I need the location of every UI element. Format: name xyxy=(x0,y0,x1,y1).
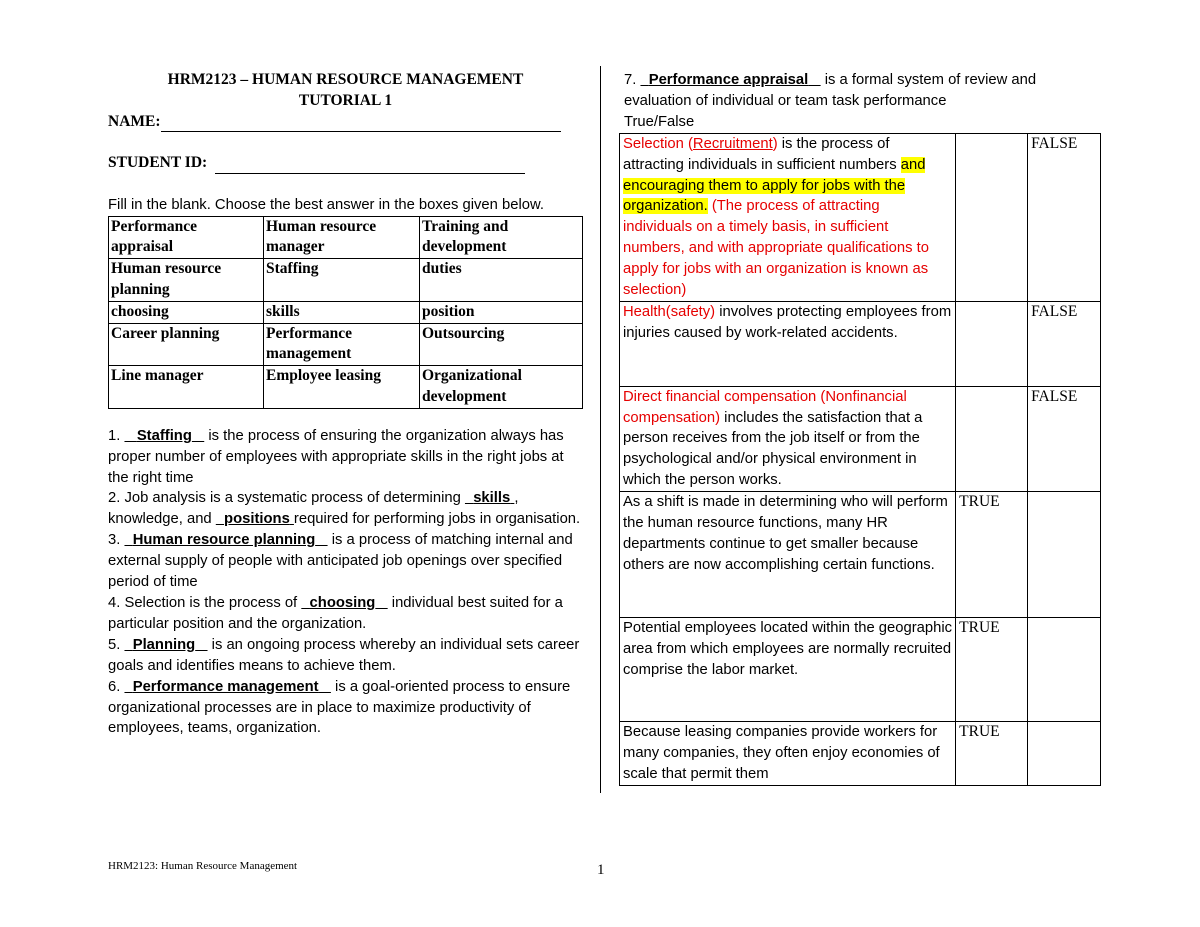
answer-blank[interactable]: Planning xyxy=(132,636,196,653)
false-answer-cell[interactable]: FALSE xyxy=(1028,386,1101,491)
statement-cell: Health(safety) involves protecting employees from injuries caused by work-related accidents. xyxy=(620,301,956,386)
page-number: 1 xyxy=(597,862,605,878)
table-row xyxy=(109,366,583,409)
statement-cell: Potential employees located within the geographic area from which employees are normally recruited comprise the labor market. xyxy=(620,618,956,722)
answer-blank[interactable]: Staffing xyxy=(136,427,192,444)
answer-blank[interactable]: Human resource planning xyxy=(132,532,316,549)
true-false-table xyxy=(619,133,1101,786)
right-column xyxy=(624,70,1102,786)
table-row xyxy=(109,216,583,259)
statement-cell: As a shift is made in determining who will perform the human resource functions, many HR departments continue to get smaller because others are now accomplishing certain functions. xyxy=(620,492,956,618)
instructions: Fill in the blank. Choose the best answer in the boxes given below. xyxy=(108,196,544,213)
choice-cell: Staffing xyxy=(264,259,420,302)
statement-cell: Direct financial compensation (Nonfinancial compensation) includes the satisfaction that a person receives from the job itself or from the psychological and/or physical environment in which the person works. xyxy=(620,386,956,491)
name-field[interactable] xyxy=(108,112,583,133)
true-answer-cell[interactable] xyxy=(956,386,1028,491)
true-answer-cell[interactable] xyxy=(956,133,1028,301)
table-row xyxy=(109,301,583,323)
table-row xyxy=(620,722,1101,786)
left-column xyxy=(108,70,583,739)
table-row xyxy=(620,133,1101,301)
doc-title-line2: TUTORIAL 1 xyxy=(298,91,393,109)
choice-cell: Training and development xyxy=(420,216,583,259)
table-row xyxy=(620,386,1101,491)
answer-blank[interactable]: skills xyxy=(473,490,511,507)
column-divider xyxy=(600,66,601,793)
question-6: 6. Performance management is a goal-oriented process to ensure organizational processes are in place to maximize productivity of employees, teams, organization. xyxy=(108,678,571,737)
choice-cell: Performance management xyxy=(264,323,420,366)
true-false-heading: True/False xyxy=(624,113,695,130)
true-answer-cell[interactable]: TRUE xyxy=(956,492,1028,618)
choice-cell: Career planning xyxy=(109,323,264,366)
name-label: NAME: xyxy=(108,112,161,130)
answer-blank[interactable]: choosing xyxy=(309,595,376,611)
choice-cell: duties xyxy=(420,259,583,302)
choice-cell: Performance appraisal xyxy=(109,216,264,259)
true-answer-cell[interactable]: TRUE xyxy=(956,722,1028,786)
statement-cell: Because leasing companies provide workers for many companies, they often enjoy economies of scale that permit them xyxy=(620,722,956,786)
choice-cell: Line manager xyxy=(109,366,264,409)
choice-cell: Human resource planning xyxy=(109,259,264,302)
name-blank-line[interactable] xyxy=(161,115,561,132)
question-5: 5. Planning is an ongoing process whereby an individual sets career goals and identifies means to achieve them. xyxy=(108,636,580,674)
student-id-field[interactable] xyxy=(108,153,583,174)
choice-cell: Outsourcing xyxy=(420,323,583,366)
table-row xyxy=(620,618,1101,722)
statement-cell: Selection (Recruitment) is the process of attracting individuals in sufficient numbers and encouraging them to apply for jobs with the organization. (The process of attracting individuals on a timely basis, in sufficient numbers, and with appropriate qualifications to apply for jobs with an organization is known as selection) xyxy=(620,133,956,301)
question-2: 2. Job analysis is a systematic process of determining skills , knowledge, and positions required for performing jobs in organisation. xyxy=(108,490,581,528)
student-id-blank-line[interactable] xyxy=(215,157,525,174)
choice-cell: choosing xyxy=(109,301,264,323)
false-answer-cell[interactable]: FALSE xyxy=(1028,133,1101,301)
table-row xyxy=(109,259,583,302)
true-answer-cell[interactable]: TRUE xyxy=(956,618,1028,722)
choice-cell: Employee leasing xyxy=(264,366,420,409)
answer-blank[interactable]: Performance management xyxy=(132,678,319,695)
table-row xyxy=(620,492,1101,618)
false-answer-cell[interactable]: FALSE xyxy=(1028,301,1101,386)
false-answer-cell[interactable] xyxy=(1028,492,1101,618)
table-row xyxy=(620,301,1101,386)
choice-cell: Organizational development xyxy=(420,366,583,409)
choice-cell: skills xyxy=(264,301,420,323)
choice-cell: position xyxy=(420,301,583,323)
answer-blank[interactable]: Performance appraisal xyxy=(648,72,809,88)
answer-blank[interactable]: positions xyxy=(224,511,290,528)
question-4: 4. Selection is the process of choosing individual best suited for a particular position and the organization. xyxy=(108,595,563,632)
true-answer-cell[interactable] xyxy=(956,301,1028,386)
doc-title-line1: HRM2123 – HUMAN RESOURCE MANAGEMENT xyxy=(167,71,524,88)
table-row xyxy=(109,323,583,366)
student-id-label: STUDENT ID: xyxy=(108,154,208,172)
question-3: 3. Human resource planning is a process of matching internal and external supply of people with anticipated job openings over specified period of time xyxy=(108,532,573,591)
question-7: 7. Performance appraisal is a formal system of review and evaluation of individual or team task performance xyxy=(624,72,1037,109)
footer-course-name: HRM2123: Human Resource Management xyxy=(108,860,298,872)
false-answer-cell[interactable] xyxy=(1028,618,1101,722)
question-1: 1. Staffing is the process of ensuring the organization always has proper number of employees with appropriate skills in the right jobs at the right time xyxy=(108,427,564,486)
choice-cell: Human resource manager xyxy=(264,216,420,259)
false-answer-cell[interactable] xyxy=(1028,722,1101,786)
answer-choices-table xyxy=(108,216,583,409)
highlighted-text: and encouraging them to apply for jobs with the organization. xyxy=(623,156,926,215)
